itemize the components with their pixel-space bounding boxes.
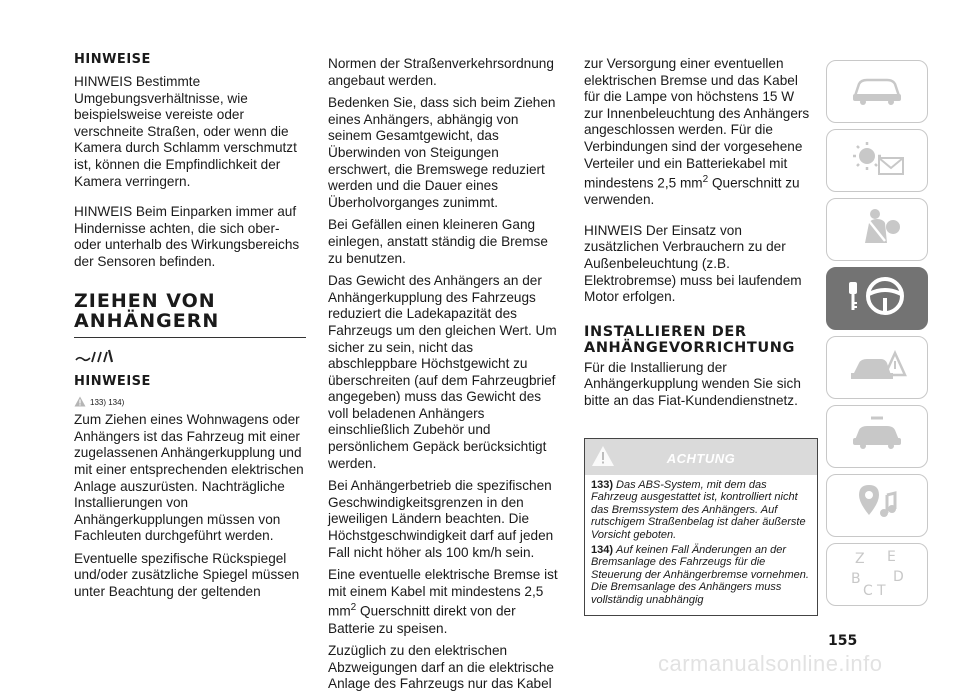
breakdown-triangle-icon bbox=[847, 345, 907, 390]
column-1 bbox=[74, 52, 306, 607]
svg-text:T: T bbox=[877, 583, 886, 597]
lights-mail-icon bbox=[847, 138, 907, 183]
warning-box bbox=[584, 438, 818, 616]
warning-header bbox=[585, 439, 817, 475]
page-number: 155 bbox=[828, 633, 858, 649]
section-divider bbox=[74, 337, 306, 338]
paragraph: Das Gewicht des Anhängers an der Anhängerkupplung des Fahrzeugs reduziert die Ladekapazität des Fahrzeugs um den gleichen Wert. Um sicher zu sein, nicht das abschleppbare Höchstgewicht zu überschreiten (auf dem Fahrzeugbrief angegeben) muss das Gewicht des voll beladenen Anhängers einschließlich Zubehör und persönlichem Gepäck berücksichtigt werden. bbox=[328, 273, 557, 471]
column-3 bbox=[584, 56, 816, 616]
paragraph: Eine eventuelle elektrische Bremse ist mit einem Kabel mit mindestens 2,5 $mm^2$ Querschnitt direkt von der Batterie zu speisen. bbox=[328, 567, 558, 636]
svg-text:Z: Z bbox=[855, 551, 865, 567]
heading-hinweise: HINWEISE bbox=[74, 52, 151, 67]
watermark: carmanualsonline.info bbox=[658, 651, 883, 676]
alphabet-index-icon bbox=[847, 547, 907, 602]
warning-triangle-icon bbox=[74, 396, 86, 410]
paragraph: Bei Anhängerbetrieb die spezifischen Geschwindigkeitsgrenzen in den jeweiligen Ländern beachten. Die Höchstgeschwindigkeit darf auf jeden Fall nicht höher als 100 km/h sein. bbox=[328, 478, 554, 560]
tab-multimedia[interactable] bbox=[826, 474, 928, 537]
svg-text:E: E bbox=[887, 549, 896, 565]
car-icon bbox=[849, 72, 905, 111]
paragraph: Bei Gefällen einen kleineren Gang einlegen, anstatt ständig die Bremse zu benutzen. bbox=[328, 217, 548, 266]
tab-safety[interactable] bbox=[826, 198, 928, 261]
paragraph: HINWEIS Der Einsatz von zusätzlichen Verbrauchern zu der Außenbeleuchtung (z.B. Elektrobremse) muss bei laufendem Motor erfolgen. bbox=[584, 222, 802, 305]
pen-hand-icon bbox=[74, 348, 306, 371]
svg-text:B: B bbox=[851, 571, 861, 587]
reference-numbers: 133) 134) bbox=[74, 396, 306, 410]
seatbelt-airbag-icon bbox=[849, 207, 905, 252]
paragraph: HINWEIS Beim Einparken immer auf Hindernisse achten, die sich ober- oder unterhalb des Wirkungsbereichs der Sensoren befinden. bbox=[74, 204, 300, 269]
warning-item: 133) Das ABS-System, mit dem das Fahrzeug ausgestattet ist, kontrolliert nicht das Bremssystem des Anhängers. Auf rutschigem Straßenbelag ist daher äußerste Vorsicht geboten. bbox=[591, 478, 806, 541]
paragraph: Normen der Straßenverkehrsordnung angebaut werden. bbox=[328, 56, 554, 88]
warning-title: ACHTUNG bbox=[666, 450, 736, 466]
navigation-music-icon bbox=[849, 481, 905, 530]
tab-index[interactable] bbox=[826, 543, 928, 606]
paragraph: HINWEIS Bestimmte Umgebungsverhältnisse, wie beispielsweise vereiste oder verschneite Straßen, oder wenn die Kamera durch Schlamm verschmutzt ist, können die Empfindlichkeit der Kamera verringern. bbox=[74, 74, 297, 189]
svg-text:D: D bbox=[893, 569, 904, 585]
paragraph: Zuzüglich zu den elektrischen Abzweigungen darf an die elektrische Anlage des Fahrzeugs nur das Kabel bbox=[328, 643, 554, 692]
section-title-installieren: INSTALLIEREN DER ANHÄNGEVORRICHTUNG bbox=[584, 323, 795, 356]
tab-starting-driving[interactable] bbox=[826, 267, 928, 330]
tab-car[interactable] bbox=[826, 60, 928, 123]
tab-lights[interactable] bbox=[826, 129, 928, 192]
warning-item: 134) Auf keinen Fall Änderungen an der Bremsanlage des Fahrzeugs für die Steuerung der Anhängerbremse vornehmen. Die Bremsanlage des Anhängers muss vollständig unabhängig bbox=[591, 543, 809, 606]
section-title-ziehen: ZIEHEN VON ANHÄNGERN bbox=[74, 289, 220, 332]
tab-maintenance[interactable] bbox=[826, 405, 928, 468]
key-steering-wheel-icon bbox=[841, 274, 913, 323]
paragraph: Zum Ziehen eines Wohnwagens oder Anhängers ist das Fahrzeug mit einer zugelassenen Anhängerkupplung und mit einer entsprechenden elektrischen Anlage auszurüsten. Nachträgliche Installierungen von Anhängerkupplungen müssen von Fachleuten durchgeführt werden. bbox=[74, 412, 304, 544]
paragraph: zur Versorgung einer eventuellen elektrischen Bremse und das Kabel für die Lampe von höchstens 15 W zur Innenbeleuchtung des Anhängers angeschlossen werden. Für die Verbindungen sind der vorgesehene Verteiler und ein Batteriekabel mit mindestens 2,5 $mm^2$ Querschnitt zu verwenden. bbox=[584, 56, 810, 208]
paragraph: Eventuelle spezifische Rückspiegel und/oder zusätzliche Spiegel müssen unter Beachtung der geltenden bbox=[74, 550, 300, 600]
tab-emergency[interactable] bbox=[826, 336, 928, 399]
paragraph: Für die Installierung der Anhängerkupplung wenden Sie sich bitte an das Fiat-Kundendienstnetz. bbox=[584, 359, 801, 409]
chapter-tabs bbox=[826, 60, 930, 612]
paragraph: Bedenken Sie, dass sich beim Ziehen eines Anhängers, abhängig von seinem Gesamtgewicht, das Überwinden von Steigungen erschwert, die Bremswege reduziert werden und die Dauer eines Überholvorganges zunimmt. bbox=[328, 95, 556, 210]
svg-text:C: C bbox=[863, 583, 873, 597]
column-2 bbox=[328, 56, 560, 699]
service-car-icon bbox=[849, 414, 905, 459]
heading-hinweise-2: HINWEISE bbox=[74, 374, 151, 390]
warning-body bbox=[585, 475, 817, 615]
